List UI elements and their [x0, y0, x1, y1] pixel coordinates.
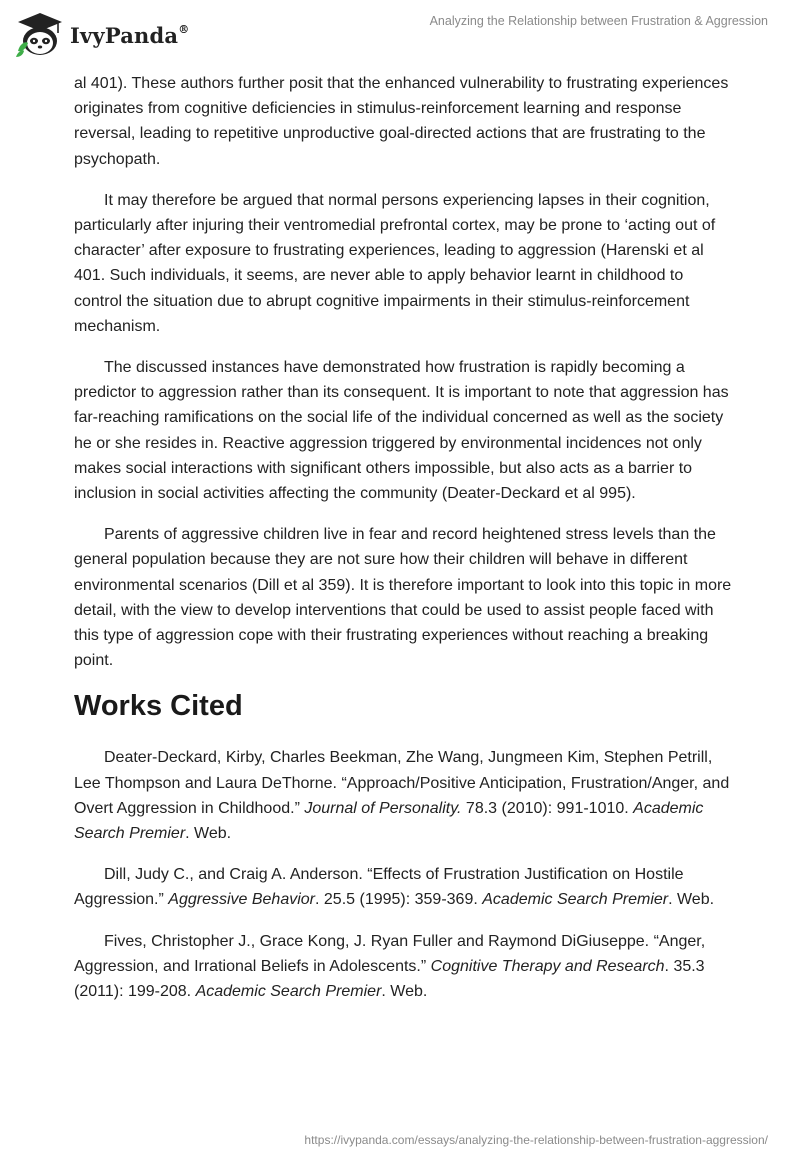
citation-entry: Dill, Judy C., and Craig A. Anderson. “Effects of Frustration Justification on Hostile Aggression.” Aggressive Behavior. 25.5 (1995): 359-369. Academic Search Premier. Web.	[74, 866, 715, 909]
document-title: Analyzing the Relationship between Frustration & Aggression	[429, 14, 768, 28]
paragraph: Parents of aggressive children live in fear and record heightened stress levels than the general population because they are not sure how their children will behave in different environmental scenarios (Dill et al 359). It is therefore important to look into this topic in more detail, with the view to develop interventions that could be used to assist people faced with this type of aggression cope with their frustrating experiences without reaching a breaking point.	[74, 526, 732, 670]
source-url-link[interactable]: https://ivypanda.com/essays/analyzing-the-relationship-between-frustration-aggression/	[304, 1133, 768, 1147]
citation-entry: Deater-Deckard, Kirby, Charles Beekman, Zhe Wang, Jungmeen Kim, Stephen Petrill, Lee Thompson and Laura DeThorne. “Approach/Positive Anticipation, Frustration/Anger, and Overt Aggression in Childhood.” Journal of Personality. 78.3 (2010): 991-1010. Academic Search Premier. Web.	[74, 749, 730, 843]
essay-body	[74, 71, 734, 1020]
page-header	[0, 0, 800, 64]
brand-name: IvyPanda®	[70, 22, 190, 48]
paragraph: It may therefore be argued that normal persons experiencing lapses in their cognition, particularly after injuring their ventromedial prefrontal cortex, may be prone to ‘acting out of character’ after exposure to frustrating experiences, leading to aggression (Harenski et al 401. Such individuals, it seems, are never able to apply behavior learnt in childhood to control the situation due to abrupt cognitive impairments in their stimulus-reinforcement mechanism.	[74, 191, 716, 335]
ivypanda-logo[interactable]	[14, 10, 244, 60]
panda-logo-icon	[14, 11, 66, 59]
citation-entry: Fives, Christopher J., Grace Kong, J. Ryan Fuller and Raymond DiGiuseppe. “Anger, Aggression, and Irrational Beliefs in Adolescents.” Cognitive Therapy and Research. 35.3 (2011): 199-208. Academic Search Premier. Web.	[74, 932, 706, 1001]
paragraph: al 401). These authors further posit that the enhanced vulnerability to frustrating experiences originates from cognitive deficiencies in stimulus-reinforcement learning and response reversal, leading to repetitive unproductive goal-directed actions that are frustrating to the psychopath.	[74, 75, 729, 168]
works-cited-heading: Works Cited	[74, 690, 243, 723]
paragraph: The discussed instances have demonstrated how frustration is rapidly becoming a predictor to aggression rather than its consequent. It is important to note that aggression has far-reaching ramifications on the social life of the individual concerned as well as the society he or she resides in. Reactive aggression triggered by environmental incidences not only makes social interactions with significant others impossible, but also acts as a barrier to inclusion in social activities affecting the community (Deater-Deckard et al 995).	[74, 359, 729, 503]
